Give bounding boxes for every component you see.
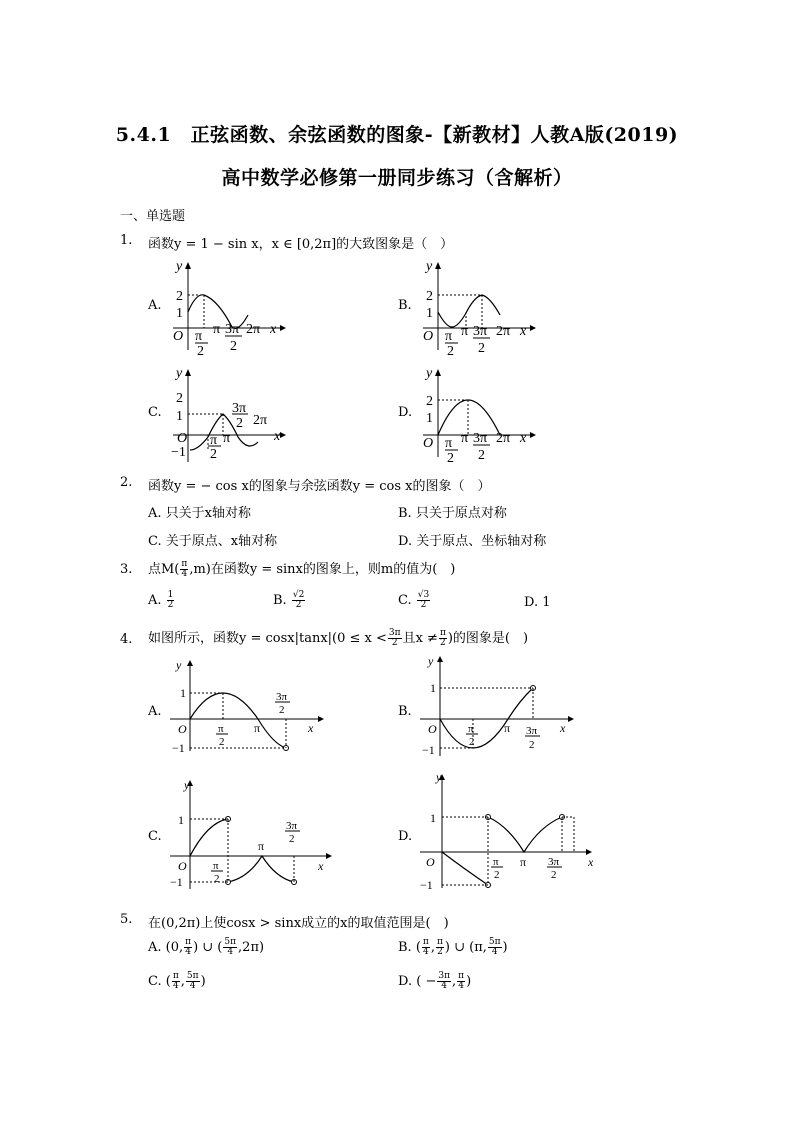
- ytick-1: 1: [426, 411, 433, 426]
- svg-text:−1: −1: [170, 875, 183, 889]
- q2-option-c[interactable]: C. 关于原点、x轴对称: [148, 534, 278, 549]
- q1-option-a-label: A.: [148, 298, 162, 313]
- y-axis-label: y: [176, 259, 183, 274]
- question-3-number: 3.: [120, 562, 133, 577]
- xtick-3pi-den: 2: [230, 339, 237, 354]
- xtick-3pi: 3π: [225, 322, 240, 337]
- q4-graph-b: [418, 656, 578, 756]
- xtick-pi-mid: π: [461, 431, 469, 446]
- question-1-text: 函数y = 1 − sin x，x ∈ [0,2π]的大致图象是（ ）: [148, 237, 454, 252]
- svg-text:π: π: [258, 839, 265, 853]
- svg-text:2: 2: [529, 739, 535, 751]
- svg-text:O: O: [428, 722, 437, 736]
- svg-text:2: 2: [494, 869, 500, 881]
- question-5-number: 5.: [120, 912, 133, 927]
- svg-text:y: y: [176, 658, 182, 672]
- q1-graph-b: [418, 255, 538, 359]
- svg-text:1: 1: [430, 811, 436, 825]
- xtick-3pi: 3π: [473, 324, 488, 339]
- svg-text:y: y: [428, 654, 434, 668]
- question-2-text: 函数y = − cos x的图象与余弦函数y = cos x的图象（ ）: [148, 479, 491, 494]
- xtick-2pi: 2π: [253, 413, 268, 428]
- svg-text:x: x: [318, 859, 324, 873]
- svg-text:3π: 3π: [286, 820, 298, 832]
- q4-option-c-label: C.: [148, 829, 162, 844]
- q3-option-b[interactable]: B. $\frac{√2}{2}$: [273, 590, 305, 610]
- svg-text:π: π: [504, 721, 511, 735]
- xtick-2pi: 2π: [496, 431, 511, 446]
- x-axis-label: x: [270, 322, 277, 337]
- question-4-number: 4.: [120, 632, 133, 647]
- q5-option-d[interactable]: D. ( − $\frac{3\pi}{4}$ , $\frac{\pi}{4}$ ): [398, 971, 472, 991]
- q1-graph-d: [418, 362, 538, 466]
- svg-text:π: π: [468, 723, 474, 735]
- q2-option-b[interactable]: B. 只关于原点对称: [398, 506, 507, 521]
- q3-option-d[interactable]: D. 1: [524, 595, 551, 610]
- svg-text:2: 2: [279, 704, 285, 716]
- q1-option-b-label: B.: [398, 298, 412, 313]
- xtick-pi: π: [210, 433, 218, 448]
- q4-graph-d: [418, 768, 598, 893]
- xtick-pi-mid: π: [213, 322, 221, 337]
- ytick-minus1: −1: [171, 445, 186, 460]
- svg-text:2: 2: [289, 833, 295, 845]
- xtick-3pi-den: 2: [478, 341, 485, 356]
- ytick-1: 1: [176, 306, 183, 321]
- x-axis-label: x: [274, 429, 281, 444]
- svg-text:2: 2: [219, 736, 225, 748]
- origin-label: O: [423, 329, 434, 344]
- ytick-2: 2: [176, 391, 183, 406]
- xtick-pi: π: [445, 329, 453, 344]
- q4-option-a-label: A.: [148, 704, 162, 719]
- svg-text:O: O: [178, 859, 187, 873]
- svg-text:π: π: [213, 860, 219, 872]
- q3-fraction: $\frac{\pi}{4}$: [181, 559, 188, 579]
- svg-text:2: 2: [469, 736, 475, 748]
- document-title-line2: 高中数学必修第一册同步练习（含解析）: [221, 167, 573, 189]
- section-heading: 一、单选题: [120, 209, 186, 224]
- xtick-3pi-den: 2: [478, 448, 485, 463]
- svg-text:3π: 3π: [526, 725, 538, 737]
- ytick-1: 1: [176, 409, 183, 424]
- q5-option-a[interactable]: A. (0, $\frac{\pi}{4}$ ) ∪ ( $\frac{5\pi}{4}$ ,2π): [148, 937, 265, 957]
- ytick-2: 2: [426, 289, 433, 304]
- xtick-pi-mid: π: [461, 324, 469, 339]
- svg-text:π: π: [254, 721, 261, 735]
- q5-option-b[interactable]: B. ( $\frac{\pi}{4}$ , $\frac{\pi}{2}$ ) ∪ (π, $\frac{5\pi}{4}$ ): [398, 937, 508, 957]
- q4-graph-a: [168, 656, 328, 756]
- svg-text:O: O: [426, 855, 435, 869]
- question-2-number: 2.: [120, 475, 133, 490]
- q3-option-a[interactable]: A. $\frac{1}{2}$: [148, 590, 174, 610]
- y-axis-label: y: [426, 366, 433, 381]
- svg-text:O: O: [178, 722, 187, 736]
- svg-text:3π: 3π: [276, 691, 288, 703]
- svg-text:π: π: [520, 855, 527, 869]
- q3-text-before: 点M(: [148, 562, 180, 577]
- xtick-3pi: 3π: [473, 431, 488, 446]
- xtick-3pi-den: 2: [236, 416, 243, 431]
- xtick-3pi: 3π: [232, 401, 247, 416]
- q5-option-c[interactable]: C. ( $\frac{\pi}{4}$ , $\frac{5\pi}{4}$ ): [148, 971, 206, 991]
- svg-text:π: π: [493, 856, 499, 868]
- svg-text:y: y: [436, 770, 442, 784]
- question-1-number: 1.: [120, 233, 133, 248]
- ytick-1: 1: [426, 306, 433, 321]
- svg-text:−1: −1: [420, 878, 433, 892]
- svg-text:1: 1: [180, 686, 186, 700]
- origin-label: O: [177, 431, 188, 446]
- q4-option-b-label: B.: [398, 704, 412, 719]
- q1-option-c-label: C.: [148, 405, 162, 420]
- svg-text:1: 1: [430, 681, 436, 695]
- xtick-pi: π: [445, 436, 453, 451]
- svg-text:π: π: [218, 723, 224, 735]
- origin-label: O: [173, 329, 184, 344]
- x-axis-label: x: [520, 324, 527, 339]
- xtick-2: 2: [447, 344, 454, 359]
- svg-text:x: x: [308, 721, 314, 735]
- question-5-text: 在(0,2π)上使cosx > sinx成立的x的取值范围是( ): [148, 916, 449, 931]
- xtick-2: 2: [197, 344, 204, 359]
- document-title-line1: 5.4.1 正弦函数、余弦函数的图象-【新教材】人教A版(2019): [115, 124, 679, 146]
- origin-label: O: [423, 436, 434, 451]
- svg-text:x: x: [588, 855, 594, 869]
- svg-text:1: 1: [178, 813, 184, 827]
- svg-text:2: 2: [214, 873, 220, 885]
- xtick-pi: π: [195, 329, 203, 344]
- xtick-2: 2: [210, 447, 217, 462]
- xtick-2: 2: [447, 451, 454, 466]
- x-axis-label: x: [520, 431, 527, 446]
- q2-option-d[interactable]: D. 关于原点、坐标轴对称: [398, 534, 547, 549]
- ytick-2: 2: [426, 394, 433, 409]
- y-axis-label: y: [426, 259, 433, 274]
- svg-text:−1: −1: [172, 741, 185, 755]
- svg-text:x: x: [560, 721, 566, 735]
- ytick-2: 2: [176, 289, 183, 304]
- q1-graph-a: [168, 255, 288, 359]
- q3-text-after: ,m)在函数y = sinx的图象上，则m的值为( ): [189, 562, 456, 577]
- xtick-2pi: 2π: [496, 324, 511, 339]
- q4-option-d-label: D.: [398, 829, 413, 844]
- q2-option-a[interactable]: A. 只关于x轴对称: [148, 506, 251, 521]
- question-3-text: [148, 558, 455, 579]
- svg-text:−1: −1: [422, 743, 435, 757]
- q1-option-d-label: D.: [398, 405, 413, 420]
- xtick-pi-mid: π: [223, 431, 231, 446]
- question-4-text: 如图所示，函数y = cosx|tanx|(0 ≤ x < $\frac{3\pi}{2}$ 且x ≠ $\frac{\pi}{2}$ )的图象是( ): [148, 628, 529, 648]
- q3-option-c[interactable]: C. $\frac{√3}{2}$: [398, 590, 430, 610]
- y-axis-label: y: [176, 366, 183, 381]
- xtick-2pi: 2π: [246, 322, 261, 337]
- q1-graph-c: [168, 362, 288, 462]
- svg-text:3π: 3π: [548, 856, 560, 868]
- svg-text:2: 2: [551, 869, 557, 881]
- svg-text:y: y: [184, 778, 190, 792]
- q4-graph-c: [168, 774, 328, 894]
